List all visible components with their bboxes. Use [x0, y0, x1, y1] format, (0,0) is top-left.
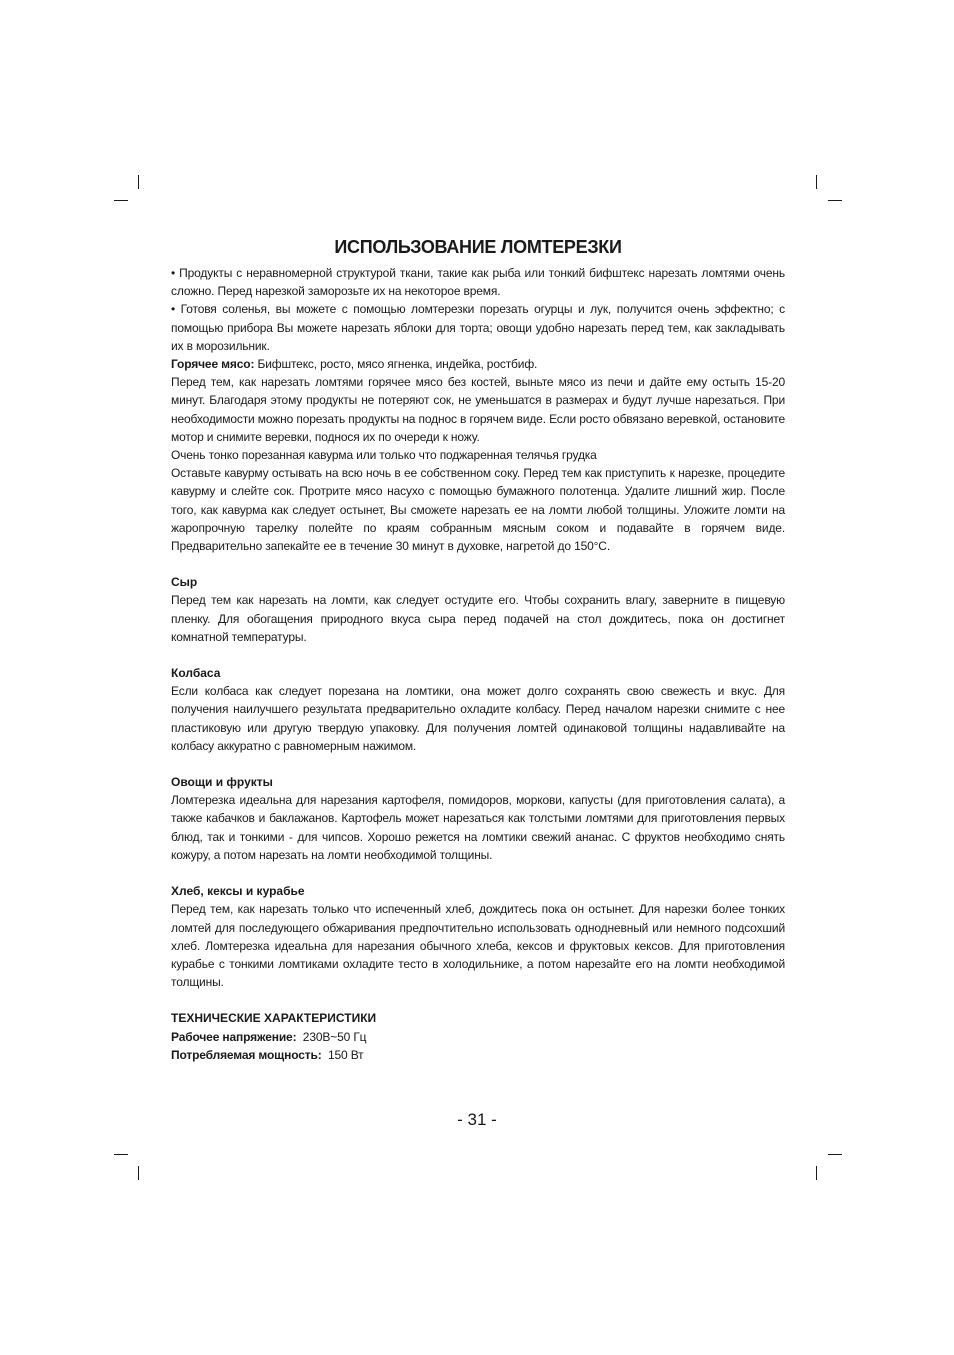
specs-voltage: [171, 1028, 785, 1046]
page-number: - 31 -: [457, 1110, 497, 1129]
crop-mark-top-left-horizontal: [114, 200, 128, 201]
cheese-heading: Сыр: [171, 575, 198, 590]
hot-meat-line: [171, 355, 785, 373]
hot-meat-paragraph-2: Очень тонко порезанная кавурма или только что поджаренная телячья грудка: [171, 448, 597, 463]
sausage-heading: Колбаса: [171, 666, 221, 681]
hot-meat-paragraph-3: Оставьте кавурму остывать на всю ночь в ее собственном соку. Перед тем как приступить к нарезке, процедите кавурму и слейте сок. Протрите мясо насухо с помощью бумажного полотенца. Удалите лишний жир. После того, как кавурма как следует остынет, Вы сможете нарезать ее на ломти любой толщины. Уложите ломти на жаропрочную тарелку полейте по краям собранным мясным соком и подавайте в горячем виде. Предварительно запекайте ее в течение 30 минут в духовке, нагретой до 150°С.: [171, 466, 785, 554]
page-content: [171, 236, 785, 1064]
voltage-value: 230В~50 Гц: [296, 1029, 367, 1044]
power-label: Потребляемая мощность:: [171, 1047, 322, 1062]
page-title: ИСПОЛЬЗОВАНИЕ ЛОМТЕРЕЗКИ: [334, 237, 622, 257]
crop-mark-top-right-vertical: [816, 175, 817, 189]
intro-bullet-1: • Продукты с неравномерной структурой ткани, такие как рыба или тонкий бифштекс нарезать ломтями очень сложно. Перед нарезкой заморозьте их на некоторое время.: [171, 266, 785, 299]
crop-mark-bottom-left-vertical: [138, 1166, 139, 1180]
hot-meat-list: Бифштекс, росто, мясо ягненка, индейка, ростбиф.: [254, 357, 538, 372]
crop-mark-bottom-right-horizontal: [828, 1154, 842, 1155]
crop-mark-bottom-left-horizontal: [114, 1154, 128, 1155]
crop-mark-bottom-right-vertical: [816, 1166, 817, 1180]
bread-text: Перед тем, как нарезать только что испеченный хлеб, дождитесь пока он остынет. Для нарезки более тонких ломтей для последующего обжаривания предпочтительно использовать однодневный или немного подсохший хлеб. Ломтерезка идеальна для нарезания обычного хлеба, кексов и фруктовых кексов. Для приготовления курабье с тонкими ломтиками охладите тесто в холодильнике, а потом нарезайте его на ломти необходимой толщины.: [171, 902, 785, 990]
crop-mark-top-right-horizontal: [828, 200, 842, 201]
hot-meat-paragraph-1: Перед тем, как нарезать ломтями горячее мясо без костей, выньте мясо из печи и дайте ему остыть 15-20 минут. Благодаря этому продукты не потеряют сок, не уменьшатся в размерах и будут лучше нарезаться. При необходимости можно порезать продукты на поднос в горячем виде. Если росто обвязано веревкой, остановите мотор и снимите веревки, поднося их по очереди к ножу.: [171, 375, 785, 444]
specs-heading: ТЕХНИЧЕСКИЕ ХАРАКТЕРИСТИКИ: [171, 1011, 377, 1026]
cheese-text: Перед тем как нарезать на ломти, как следует остудите его. Чтобы сохранить влагу, заверните в пищевую пленку. Для обогащения природного вкуса сыра перед подачей на стол дождитесь, пока он достигнет комнатной температуры.: [171, 593, 785, 644]
voltage-label: Рабочее напряжение:: [171, 1029, 297, 1044]
vegetables-heading: Овощи и фрукты: [171, 775, 273, 790]
vegetables-text: Ломтерезка идеальна для нарезания картофеля, помидоров, моркови, капусты (для приготовления салата), а также кабачков и баклажанов. Картофель может нарезаться как толстыми ломтями для приготовления первых блюд, так и тонкими - для чипсов. Хорошо режется на ломтики свежий ананас. С фруктов необходимо снять кожуру, а потом нарезать на ломти необходимой толщины.: [171, 793, 785, 862]
hot-meat-label: Горячее мясо:: [171, 357, 255, 372]
power-value: 150 Вт: [321, 1047, 364, 1062]
sausage-text: Если колбаса как следует порезана на ломтики, она может долго сохранять свою свежесть и вкус. Для получения наилучшего результата предварительно охладите колбасу. Перед началом нарезки снимите с нее пластиковую или другую твердую упаковку. Для получения ломтей одинаковой толщины надавливайте на колбасу аккуратно с равномерным нажимом.: [171, 684, 785, 753]
intro-bullet-2: • Готовя соленья, вы можете с помощью ломтерезки порезать огурцы и лук, получится очень эффектно; с помощью прибора Вы можете нарезать яблоки для торта; овощи удобно нарезать перед тем, как закладывать их в морозильник.: [171, 302, 785, 353]
crop-mark-top-left-vertical: [138, 175, 139, 189]
bread-heading: Хлеб, кексы и курабье: [171, 884, 305, 899]
specs-power: [171, 1046, 785, 1064]
